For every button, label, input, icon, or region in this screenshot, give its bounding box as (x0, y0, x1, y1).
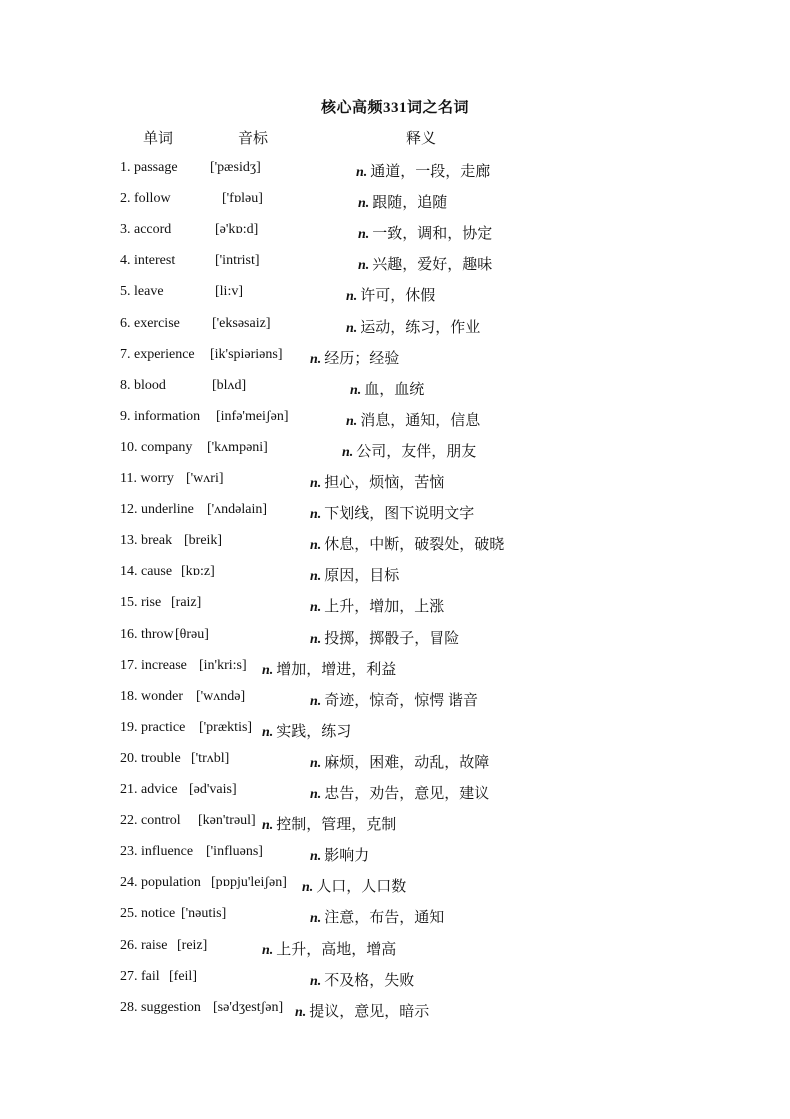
vocab-definition (346, 284, 435, 305)
vocab-meaning: 投掷，掷骰子，冒险 (324, 631, 460, 647)
vocab-definition (310, 844, 369, 865)
part-of-speech: n. (346, 321, 358, 336)
vocab-meaning: 上升，高地，增高 (276, 942, 397, 958)
vocab-definition (346, 316, 480, 337)
part-of-speech: n. (302, 880, 314, 895)
part-of-speech: n. (356, 165, 368, 180)
vocab-phonetic: [reiz] (177, 938, 208, 953)
part-of-speech: n. (310, 849, 322, 864)
vocab-phonetic: ['wʌri] (186, 471, 224, 486)
vocab-definition (262, 938, 396, 959)
vocab-meaning: 下划线，图下说明文字 (324, 506, 475, 522)
vocab-definition (310, 347, 399, 368)
vocab-phonetic: [ə'kɒ:d] (215, 222, 259, 237)
part-of-speech: n. (262, 943, 274, 958)
part-of-speech: n. (346, 289, 358, 304)
part-of-speech: n. (346, 414, 358, 429)
part-of-speech: n. (310, 694, 322, 709)
vocab-meaning: 血，血统 (364, 382, 425, 398)
vocab-meaning: 兴趣，爱好，趣味 (372, 257, 493, 273)
vocab-phonetic: [əd'vais] (189, 782, 237, 797)
part-of-speech: n. (310, 476, 322, 491)
part-of-speech: n. (310, 632, 322, 647)
part-of-speech: n. (310, 787, 322, 802)
vocab-word: 15. rise (120, 595, 162, 610)
vocab-word: 24. population (120, 875, 201, 890)
vocab-word: 14. cause (120, 564, 173, 579)
vocab-definition (310, 471, 444, 492)
header-word: 单词 (143, 131, 174, 147)
vocab-meaning: 奇迹，惊奇，惊愕 谐音 (324, 693, 479, 709)
vocab-meaning: 担心，烦恼，苦恼 (324, 475, 445, 491)
part-of-speech: n. (350, 383, 362, 398)
part-of-speech: n. (295, 1005, 307, 1020)
vocab-definition (262, 658, 396, 679)
vocab-word: 5. leave (120, 284, 164, 299)
part-of-speech: n. (310, 600, 322, 615)
vocab-meaning: 经历；经验 (324, 351, 400, 367)
vocab-meaning: 上升，增加，上涨 (324, 599, 445, 615)
vocab-meaning: 原因，目标 (324, 568, 400, 584)
vocab-word: 9. information (120, 409, 201, 424)
vocab-word: 12. underline (120, 502, 194, 517)
page-title: 核心高频331词之名词 (320, 100, 469, 116)
vocab-phonetic: ['wʌndə] (196, 689, 246, 704)
vocab-phonetic: [breik] (184, 533, 223, 548)
vocab-meaning: 许可，休假 (360, 288, 436, 304)
part-of-speech: n. (342, 445, 354, 460)
vocab-meaning: 忠告，劝告，意见，建议 (324, 786, 490, 802)
vocab-word: 19. practice (120, 720, 186, 735)
vocab-meaning: 增加，增进，利益 (276, 662, 397, 678)
vocab-word: 17. increase (120, 658, 187, 673)
part-of-speech: n. (310, 569, 322, 584)
vocab-meaning: 公司，友伴，朋友 (356, 444, 477, 460)
vocab-meaning: 消息，通知，信息 (360, 413, 481, 429)
vocab-phonetic: [kɒ:z] (181, 564, 215, 579)
vocab-word: 11. worry (120, 471, 174, 486)
vocab-definition (310, 969, 414, 990)
vocab-meaning: 控制，管理，克制 (276, 817, 397, 833)
vocab-phonetic: ['ʌndəlain] (207, 502, 268, 517)
vocab-meaning: 实践，练习 (276, 724, 352, 740)
vocab-word: 3. accord (120, 222, 172, 237)
vocab-meaning: 人口，人口数 (316, 879, 407, 895)
vocab-definition (310, 689, 478, 710)
vocab-word: 18. wonder (120, 689, 183, 704)
vocab-phonetic: [kən'trəul] (198, 813, 256, 828)
vocab-word: 23. influence (120, 844, 194, 859)
vocab-meaning: 不及格，失败 (324, 973, 415, 989)
vocab-word: 28. suggestion (120, 1000, 201, 1015)
vocab-phonetic: ['eksəsaiz] (212, 316, 271, 331)
vocab-meaning: 提议，意见，暗示 (309, 1004, 430, 1020)
part-of-speech: n. (262, 725, 274, 740)
vocab-word: 6. exercise (120, 316, 180, 331)
vocab-meaning: 运动，练习，作业 (360, 320, 481, 336)
vocab-definition (302, 875, 406, 896)
vocab-phonetic: ['kʌmpəni] (207, 440, 268, 455)
vocab-definition (358, 222, 492, 243)
vocab-word: 21. advice (120, 782, 178, 797)
vocab-phonetic: [blʌd] (212, 378, 247, 393)
vocab-definition (342, 440, 476, 461)
vocab-word: 8. blood (120, 378, 166, 393)
part-of-speech: n. (358, 196, 370, 211)
vocab-word: 13. break (120, 533, 173, 548)
vocab-word: 16. throw (120, 627, 174, 642)
vocab-phonetic: [θrəu] (175, 627, 209, 642)
vocab-definition (310, 564, 399, 585)
vocab-definition (310, 627, 459, 648)
vocab-definition (310, 595, 444, 616)
vocab-meaning: 注意，布告，通知 (324, 910, 445, 926)
vocab-phonetic: [infə'meiʃən] (216, 409, 289, 424)
vocab-phonetic: [li:v] (215, 284, 243, 299)
vocab-definition (356, 160, 490, 181)
part-of-speech: n. (358, 227, 370, 242)
vocab-definition (350, 378, 424, 399)
vocab-definition (310, 502, 474, 523)
vocab-phonetic: [ik'spiəriəns] (210, 347, 283, 362)
vocab-phonetic: [feil] (169, 969, 197, 984)
vocab-word: 4. interest (120, 253, 176, 268)
vocab-phonetic: ['fɒləu] (222, 191, 263, 206)
vocab-definition (295, 1000, 429, 1021)
vocab-word: 25. notice (120, 906, 176, 921)
header-phonetic: 音标 (238, 131, 269, 147)
vocab-word: 1. passage (120, 160, 178, 175)
vocab-definition (310, 533, 504, 554)
vocab-word: 10. company (120, 440, 193, 455)
part-of-speech: n. (262, 663, 274, 678)
part-of-speech: n. (262, 818, 274, 833)
vocab-phonetic: ['pæsidʒ] (210, 160, 261, 175)
header-meaning: 释义 (406, 131, 437, 147)
vocab-meaning: 一致，调和，协定 (372, 226, 493, 242)
vocab-phonetic: ['intrist] (215, 253, 260, 268)
part-of-speech: n. (310, 911, 322, 926)
vocab-meaning: 跟随，追随 (372, 195, 448, 211)
vocab-meaning: 通道，一段，走廊 (370, 164, 491, 180)
part-of-speech: n. (310, 352, 322, 367)
vocab-definition (310, 906, 444, 927)
vocab-phonetic: ['trʌbl] (191, 751, 230, 766)
vocab-phonetic: [pɒpju'leiʃən] (211, 875, 287, 890)
vocab-definition (262, 813, 396, 834)
vocab-word: 26. raise (120, 938, 168, 953)
part-of-speech: n. (358, 258, 370, 273)
part-of-speech: n. (310, 507, 322, 522)
vocab-phonetic: ['influəns] (206, 844, 263, 859)
vocab-phonetic: [raiz] (171, 595, 202, 610)
vocab-word: 7. experience (120, 347, 195, 362)
vocab-word: 27. fail (120, 969, 160, 984)
vocab-phonetic: [sə'dʒestʃən] (213, 1000, 284, 1015)
vocab-meaning: 休息，中断，破裂处，破晓 (324, 537, 505, 553)
vocab-phonetic: ['præktis] (199, 720, 253, 735)
part-of-speech: n. (310, 756, 322, 771)
vocab-meaning: 影响力 (324, 848, 370, 864)
vocab-word: 22. control (120, 813, 181, 828)
vocab-phonetic: ['nəutis] (181, 906, 227, 921)
vocab-definition (358, 191, 447, 212)
vocab-definition (310, 782, 489, 803)
vocab-meaning: 麻烦，困难，动乱，故障 (324, 755, 490, 771)
part-of-speech: n. (310, 974, 322, 989)
vocab-definition (346, 409, 480, 430)
vocab-definition (358, 253, 492, 274)
vocab-phonetic: [in'kri:s] (199, 658, 247, 673)
vocab-word: 2. follow (120, 191, 171, 206)
vocab-word: 20. trouble (120, 751, 181, 766)
vocab-definition (310, 751, 489, 772)
part-of-speech: n. (310, 538, 322, 553)
vocab-definition (262, 720, 351, 741)
